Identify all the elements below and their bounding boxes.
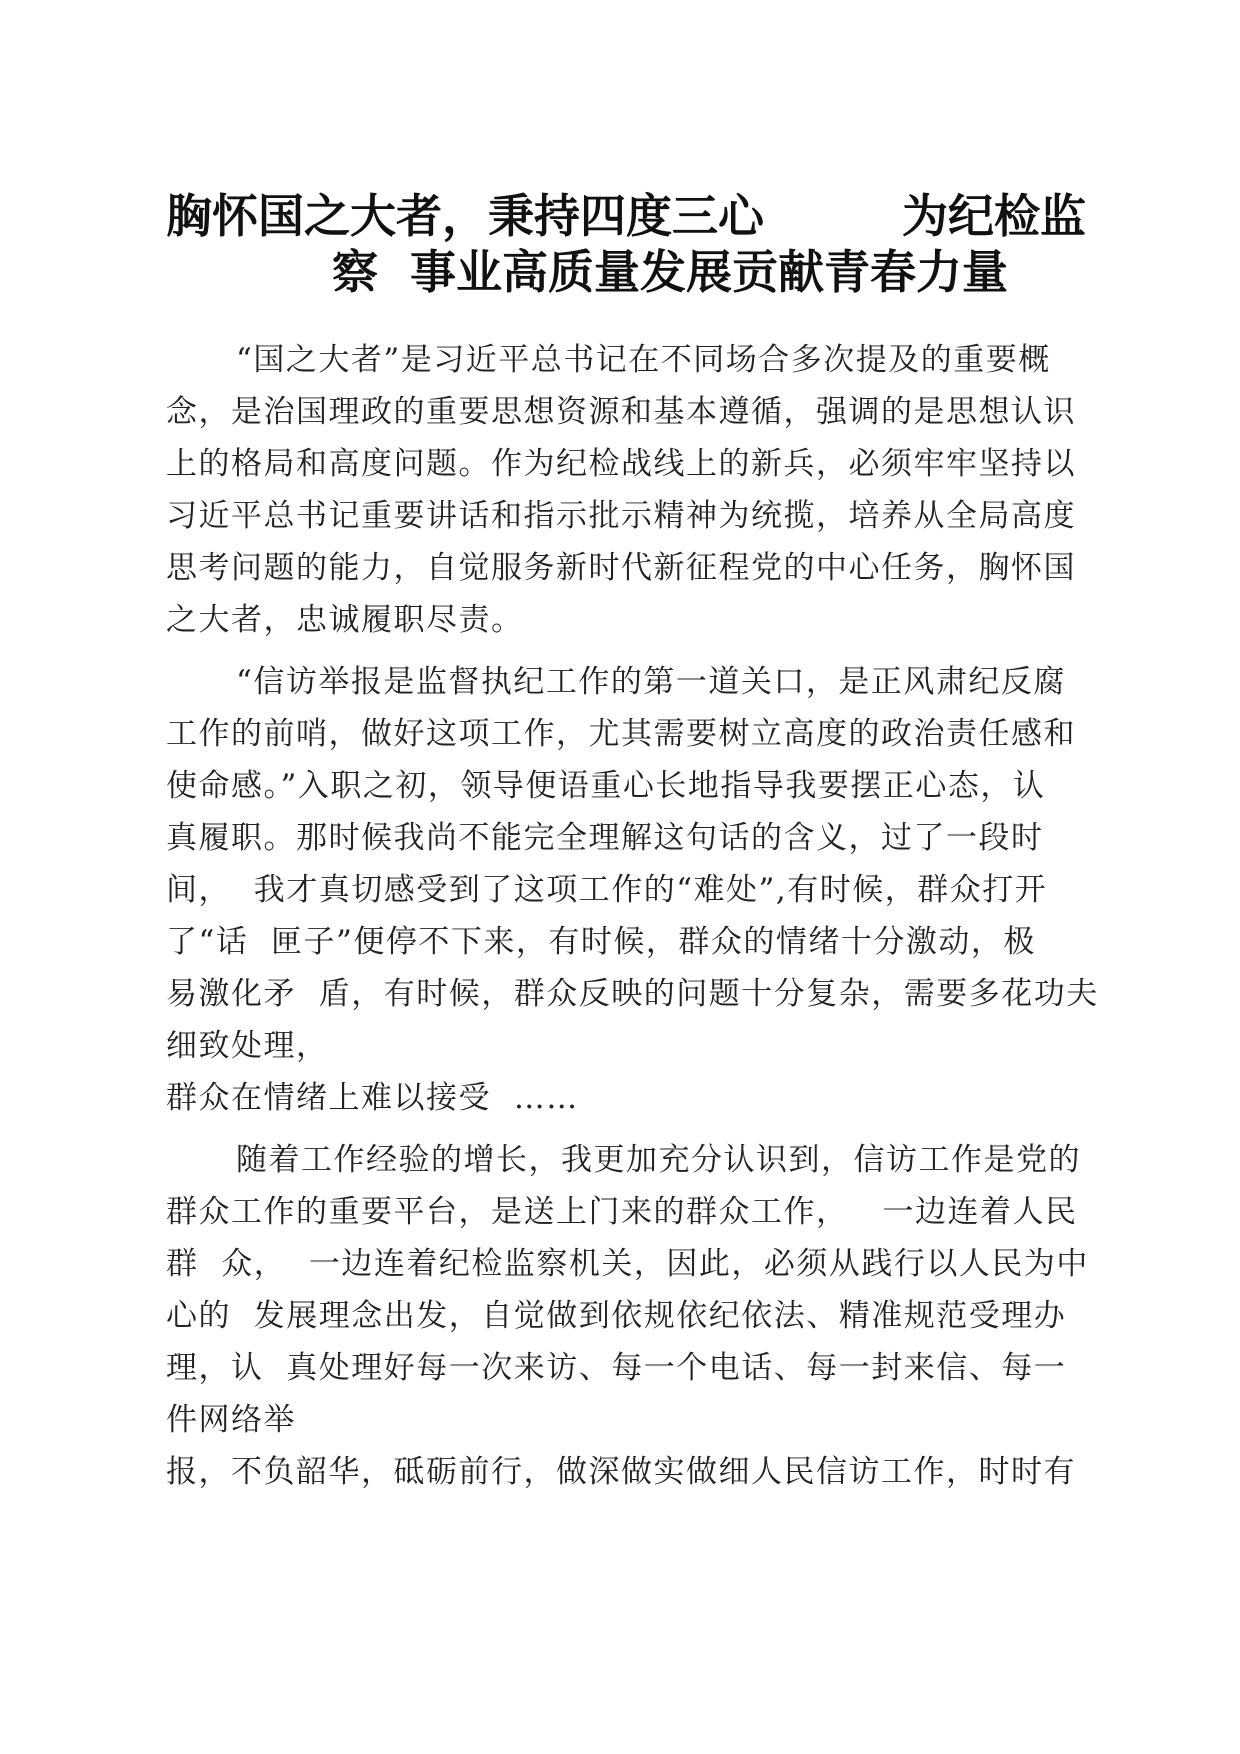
paragraph-2-line: 了“话 匣子”便停不下来，有时候，群众的情绪十分激动，极 [166,924,1036,960]
paragraph-3-line: 件网络举 [166,1402,296,1438]
document-title-line-2: 察 事业高质量发展贡献青春力量 [332,245,1009,299]
paragraph-2-line: 群众在情绪上难以接受 …… [166,1080,579,1116]
paragraph-3-line: 群 众， 一边连着纪检监察机关，因此，必须从践行以人民为中 [166,1246,1089,1282]
paragraph-1-line: 习近平总书记重要讲话和指示批示精神为统揽，培养从全局高度 [166,498,1076,534]
paragraph-3-line: 报，不负韶华，砥砺前行，做深做实做细人民信访工作，时时有 [166,1454,1076,1490]
paragraph-3-line: 群众工作的重要平台，是送上门来的群众工作， 一边连着人民 [166,1194,1078,1230]
paragraph-2-line: 真履职。那时候我尚不能完全理解这句话的含义，过了一段时 [166,820,1044,856]
paragraph-2-line: 易激化矛 盾，有时候，群众反映的问题十分复杂，需要多花功夫 [166,976,1099,1012]
paragraph-2-line: 间， 我才真切感受到了这项工作的“难处”,有时候，群众打开 [166,872,1048,908]
paragraph-3-line: 心的 发展理念出发，自觉做到依规依纪依法、精准规范受理办 [166,1298,1067,1334]
paragraph-2-line: 细致处理， [166,1028,329,1064]
paragraph-2-line: 工作的前哨，做好这项工作，尤其需要树立高度的政治责任感和 [166,716,1076,752]
paragraph-3-line: 随着工作经验的增长，我更加充分认识到，信访工作是党的 [236,1142,1081,1178]
paragraph-3-line: 理，认 真处理好每一次来访、每一个电话、每一封来信、每一 [166,1350,1067,1386]
paragraph-1-line: 之大者，忠诚履职尽责。 [166,602,524,638]
paragraph-1-line: 上的格局和高度问题。作为纪检战线上的新兵，必须牢牢坚持以 [166,446,1076,482]
paragraph-1-line: 念，是治国理政的重要思想资源和基本遵循，强调的是思想认识 [166,394,1076,430]
document-title-line-1: 胸怀国之大者，秉持四度三心 为纪检监 [166,189,1086,243]
paragraph-1-line: 思考问题的能力，自觉服务新时代新征程党的中心任务，胸怀国 [166,550,1076,586]
paragraph-2-line: “信访举报是监督执纪工作的第一道关口，是正风肃纪反腐 [236,664,1066,700]
paragraph-1-line: “国之大者”是习近平总书记在不同场合多次提及的重要概 [236,342,1051,378]
paragraph-2-line: 使命感。”入职之初，领导便语重心长地指导我要摆正心态，认 [166,768,1046,804]
